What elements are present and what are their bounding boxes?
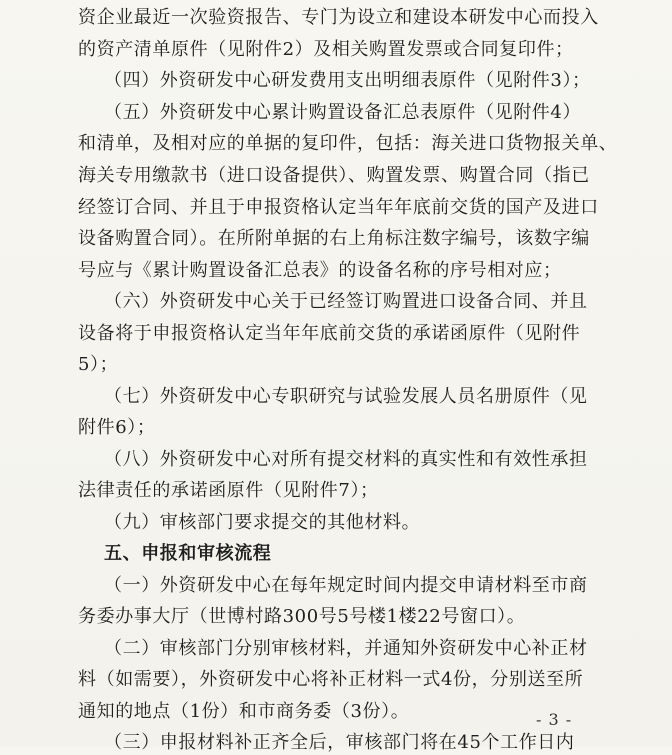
- text-line: （九）审核部门要求提交的其他材料。: [104, 512, 421, 533]
- section-heading: 五、申报和审核流程: [104, 543, 272, 564]
- text-line: 料（如需要），外资研发中心将补正材料一式4份，分别送至所: [78, 669, 584, 690]
- text-line: （二）审核部门分别审核材料，并通知外资研发中心补正材: [104, 638, 588, 659]
- text-line: 海关专用缴款书（进口设备提供）、购置发票、购置合同（指已: [78, 165, 590, 186]
- text-line: 附件6）；: [78, 417, 156, 438]
- text-line: 资企业最近一次验资报告、专门为设立和建设本研发中心而投入: [78, 7, 599, 28]
- text-line: （七）外资研发中心专职研究与试验发展人员名册原件（见: [104, 386, 588, 407]
- text-line: 设备将于申报资格认定当年年底前交货的承诺函原件（见附件: [78, 323, 581, 344]
- text-line: （六）外资研发中心关于已经签订购置进口设备合同、并且: [104, 291, 588, 312]
- text-line: （五）外资研发中心累计购置设备汇总表原件（见附件4）: [104, 102, 582, 123]
- text-line: 5）；: [78, 354, 119, 375]
- text-line: 的资产清单原件（见附件2）及相关购置发票或合同复印件；: [78, 39, 574, 60]
- text-line: 法律责任的承诺函原件（见附件7）；: [78, 480, 379, 501]
- text-line: （四）外资研发中心研发费用支出明细表原件（见附件3）；: [104, 70, 591, 91]
- text-line: 经签订合同、并且于申报资格认定当年年底前交货的国产及进口: [78, 197, 599, 218]
- text-line: 通知的地点（1份）和市商务委（3份）。: [78, 701, 410, 722]
- text-line: 号应与《累计购置设备汇总表》的设备名称的序号相对应；: [78, 260, 562, 281]
- text-line: （八）外资研发中心对所有提交材料的真实性和有效性承担: [104, 449, 588, 470]
- page-number: - 3 -: [536, 710, 573, 729]
- text-line: （一）外资研发中心在每年规定时间内提交申请材料至市商: [104, 575, 588, 596]
- text-line: 和清单，及相对应的单据的复印件，包括：海关进口货物报关单、: [78, 133, 618, 154]
- text-line: 设备购置合同）。在所附单据的右上角标注数字编号，该数字编: [78, 228, 590, 249]
- text-line: 务委办事大厅（世博村路300号5号楼1楼22号窗口）。: [78, 606, 526, 627]
- text-line: （三）申报材料补正齐全后，审核部门将在45个工作日内: [104, 732, 575, 753]
